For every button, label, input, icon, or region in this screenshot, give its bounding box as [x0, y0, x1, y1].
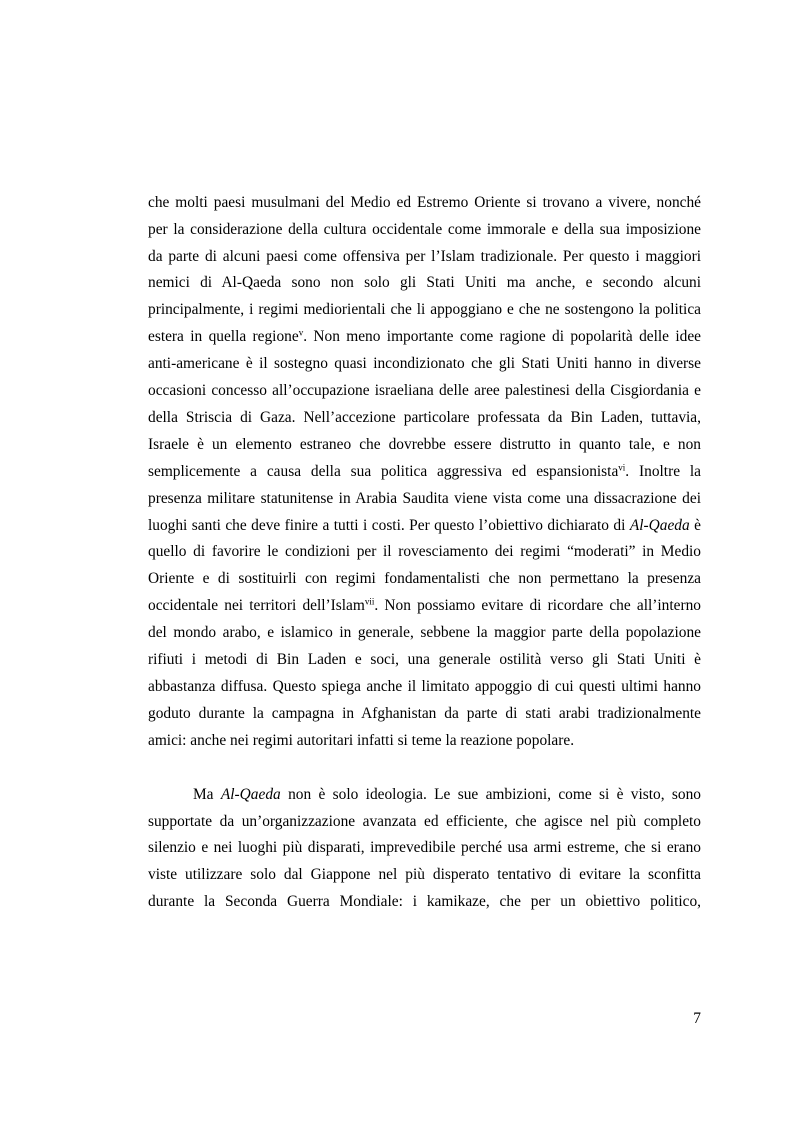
- text-line: occasioni concesso all’occupazione israeliana delle aree palestinesi della Cisgiordania e: [148, 382, 701, 399]
- text-line: goduto durante la campagna in Afghanistan da parte di stati arabi tradizionalmente: [148, 705, 701, 722]
- page-number: 7: [693, 1010, 701, 1027]
- text-line: semplicemente a causa della sua politica aggressiva ed espansionista$^{vi}$. Inoltre la: [148, 462, 701, 480]
- text-line: Ma Al-Qaeda non è solo ideologia. Le sue ambizioni, come si è visto, sono: [193, 786, 701, 803]
- italic-term: Al-Qaeda: [220, 786, 281, 803]
- text-line: Oriente e di sostituirli con regimi fondamentalisti che non permettano la presenza: [148, 570, 701, 587]
- endnote-ref: vii: [364, 596, 375, 607]
- text-line: durante la Seconda Guerra Mondiale: i kamikaze, che per un obiettivo politico,: [148, 893, 701, 910]
- endnote-ref: v: [298, 327, 304, 338]
- endnote-ref: vi: [618, 462, 626, 473]
- text-line: luoghi santi che deve finire a tutti i costi. Per questo l’obiettivo dichiarato di Al-Qaeda è: [148, 517, 701, 534]
- text-line: quello di favorire le condizioni per il rovesciamento dei regimi “moderati” in Medio: [148, 543, 701, 560]
- text-line: Israele è un elemento estraneo che dovrebbe essere distrutto in quanto tale, e non: [148, 436, 701, 453]
- text-line: che molti paesi musulmani del Medio ed Estremo Oriente si trovano a vivere, nonché: [148, 194, 701, 211]
- text-line: viste utilizzare solo dal Giappone nel più disperato tentativo di evitare la sconfitta: [148, 866, 701, 883]
- text-line: presenza militare statunitense in Arabia Saudita viene vista come una dissacrazione dei: [148, 490, 701, 507]
- text-line: silenzio e nei luoghi più disparati, imprevedibile perché usa armi estreme, che si erano: [148, 839, 701, 856]
- text-line: rifiuti i metodi di Bin Laden e soci, una generale ostilità verso gli Stati Uniti è: [148, 651, 701, 668]
- text-line: estera in quella regione$^v$. Non meno importante come ragione di popolarità delle idee: [148, 327, 701, 345]
- text-line: per la considerazione della cultura occidentale come immorale e della sua imposizione: [148, 221, 701, 238]
- text-line: supportate da un’organizzazione avanzata ed efficiente, che agisce nel più completo: [148, 813, 701, 830]
- text-line: anti-americane è il sostegno quasi incondizionato che gli Stati Uniti hanno in diverse: [148, 355, 701, 372]
- text-line: del mondo arabo, e islamico in generale, sebbene la maggior parte della popolazione: [148, 624, 701, 641]
- text-line: abbastanza diffusa. Questo spiega anche il limitato appoggio di cui questi ultimi hanno: [148, 678, 701, 695]
- text-line: amici: anche nei regimi autoritari infatti si teme la reazione popolare.: [148, 732, 575, 749]
- text-line: nemici di Al-Qaeda sono non solo gli Stati Uniti ma anche, e secondo alcuni: [148, 274, 701, 291]
- text-line: della Striscia di Gaza. Nell’accezione particolare professata da Bin Laden, tuttavia,: [148, 409, 701, 426]
- text-line: principalmente, i regimi mediorientali che li appoggiano e che ne sostengono la politica: [148, 301, 701, 318]
- italic-term: Al-Qaeda: [629, 517, 690, 534]
- text-line: occidentale nei territori dell’Islam$^{vii}$. Non possiamo evitare di ricordare che all’interno: [148, 596, 701, 614]
- text-line: da parte di alcuni paesi come offensiva per l’Islam tradizionale. Per questo i maggiori: [148, 248, 701, 265]
